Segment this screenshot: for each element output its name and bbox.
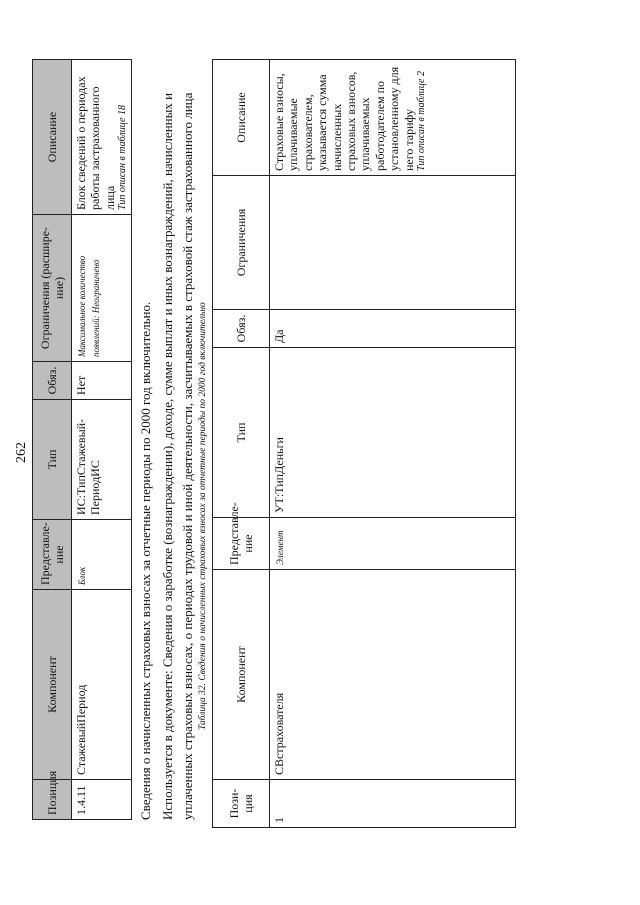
- col-header-type: Тип: [213, 348, 270, 518]
- cell-representation: [72, 520, 132, 590]
- col-header-component: Компонент: [33, 590, 72, 780]
- usage-paragraph-line2: уплаченных страховых взносах, о периодах трудовой и иной деятельности, засчитываемых в страховой стаж застрахованного лица: [180, 92, 195, 820]
- cell-restrictions: [270, 176, 516, 310]
- cell-type: УТ:ТипДеньги: [270, 348, 516, 518]
- cell-description-text: Блок сведений о периодах работы застрахованного лица: [74, 76, 117, 210]
- cell-representation-text: Блок: [77, 566, 87, 585]
- col-header-representation: Представле-ние: [33, 520, 72, 590]
- table-header-row: [213, 60, 270, 828]
- col-header-restrictions: Ограничения: [213, 176, 270, 310]
- cell-position: 1: [270, 780, 516, 828]
- cell-required: Да: [270, 310, 516, 348]
- cell-representation-text: Элемент: [275, 530, 285, 565]
- periods-table: [32, 59, 132, 820]
- cell-description: [270, 60, 516, 176]
- cell-description-note: Тип описан в таблице 18: [117, 105, 129, 210]
- col-header-position: Пози-ция: [213, 780, 270, 828]
- col-header-required: Обяз.: [213, 310, 270, 348]
- cell-representation: [270, 518, 516, 570]
- table-row: [72, 60, 132, 820]
- table-caption: Таблица 32. Сведения о начисленных страховых взносах за отчетные периоды по 2000 год включительно: [198, 302, 208, 730]
- cell-component: СВстрахователя: [270, 570, 516, 780]
- page-number: 262: [14, 442, 29, 463]
- table-row: [270, 60, 516, 828]
- col-header-description: Описание: [213, 60, 270, 176]
- col-header-type: Тип: [33, 400, 72, 520]
- section-title: Сведения о начисленных страховых взносах за отчетные периоды по 2000 год включительно.: [138, 301, 153, 820]
- cell-component: СтажевыйПериод: [72, 590, 132, 780]
- cell-restrictions-text: Максимальное количество появлений: Неограничено: [77, 255, 102, 357]
- table-header-row: [33, 60, 72, 820]
- col-header-required: Обяз.: [33, 362, 72, 400]
- cell-position: 1.4.11: [72, 780, 132, 820]
- cell-description: [72, 60, 132, 215]
- col-header-component: Компонент: [213, 570, 270, 780]
- col-header-position: Позиция: [33, 780, 72, 820]
- col-header-restrictions: Ограничения (расшире-ние): [33, 215, 72, 362]
- contributions-table: [212, 59, 516, 828]
- cell-description-note: Тип описан в таблице 2: [415, 71, 427, 171]
- cell-type: ИС:ТипСтажевый-ПериодИС: [72, 400, 132, 520]
- cell-restrictions: [72, 215, 132, 362]
- cell-description-text: Страховые взносы, уплачиваемые страхователем, указывается сумма начисленных страховых взносов, уплачиваемых работодателем по установленному для него тарифу: [272, 66, 416, 171]
- col-header-description: Описание: [33, 60, 72, 215]
- usage-paragraph-line1: Используется в документе: Сведения о заработке (вознаграждении), доходе, сумме выплат и иных вознаграждений, начисленных и: [160, 92, 175, 820]
- col-header-representation: Представле-ние: [213, 518, 270, 570]
- cell-required: Нет: [72, 362, 132, 400]
